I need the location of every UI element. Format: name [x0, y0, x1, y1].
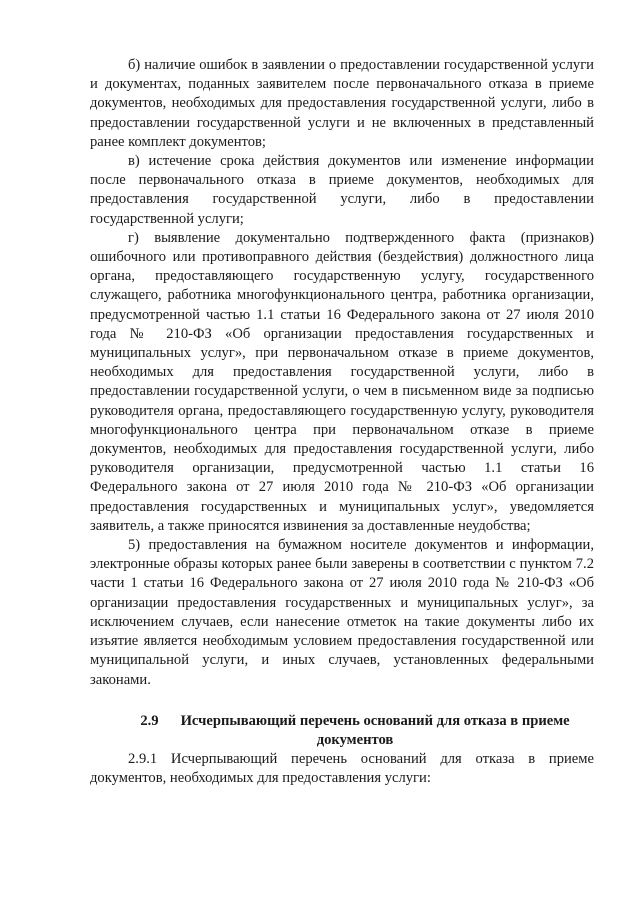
section-heading: [90, 712, 594, 750]
section-number: 2.9: [140, 712, 159, 729]
section-title: Исчерпывающий перечень оснований для отказа в приеме документов: [180, 712, 570, 748]
document-page: [90, 56, 594, 789]
paragraph-5: 5) предоставления на бумажном носителе документов и информации, электронные образы которых ранее были заверены в соответствии с пунктом 7.2 части 1 статьи 16 Федерального закона от 27 июля 2010 года № 210-ФЗ «Об организации предоставления государственных и муниципальных услуг», за исключением случаев, если нанесение отметок на такие документы либо их изъятие является необходимым условием предоставления государственной или муниципальной услуги, и иных случаев, установленных федеральными законами.: [90, 537, 594, 688]
paragraph-2-9-1: 2.9.1 Исчерпывающий перечень оснований для отказа в приеме документов, необходимых для предоставления услуги:: [90, 751, 594, 787]
paragraph-b: б) наличие ошибок в заявлении о предоставлении государственной услуги и документах, поданных заявителем после первоначального отказа в приеме документов, необходимых для предоставления государственной услуги, либо в предоставлении государственной услуги и не включенных в представленный ранее комплект документов;: [90, 57, 594, 150]
paragraph-v: в) истечение срока действия документов или изменение информации после первоначального отказа в приеме документов, необходимых для предоставления государственной услуги, либо в предоставлении государственной услуги;: [90, 153, 594, 227]
paragraph-g: г) выявление документально подтвержденного факта (признаков) ошибочного или противоправного действия (бездействия) должностного лица органа, предоставляющего государственную услугу, государственного служащего, работника многофункционального центра, работника организации, предусмотренной частью 1.1 статьи 16 Федерального закона от 27 июля 2010 года № 210-ФЗ «Об организации предоставления государственных и муниципальных услуг», при первоначальном отказе в приеме документов, необходимых для предоставления государственной услуги, либо в предоставлении государственной услуги, о чем в письменном виде за подписью руководителя органа, предоставляющего государственную услугу, руководителя многофункционального центра при первоначальном отказе в приеме документов, необходимых для предоставления государственной услуги, либо руководителя организации, предусмотренной частью 1.1 статьи 16 Федерального закона от 27 июля 2010 года № 210-ФЗ «Об организации предоставления государственных и муниципальных услуг», уведомляется заявитель, а также приносятся извинения за доставленные неудобства;: [90, 229, 594, 534]
